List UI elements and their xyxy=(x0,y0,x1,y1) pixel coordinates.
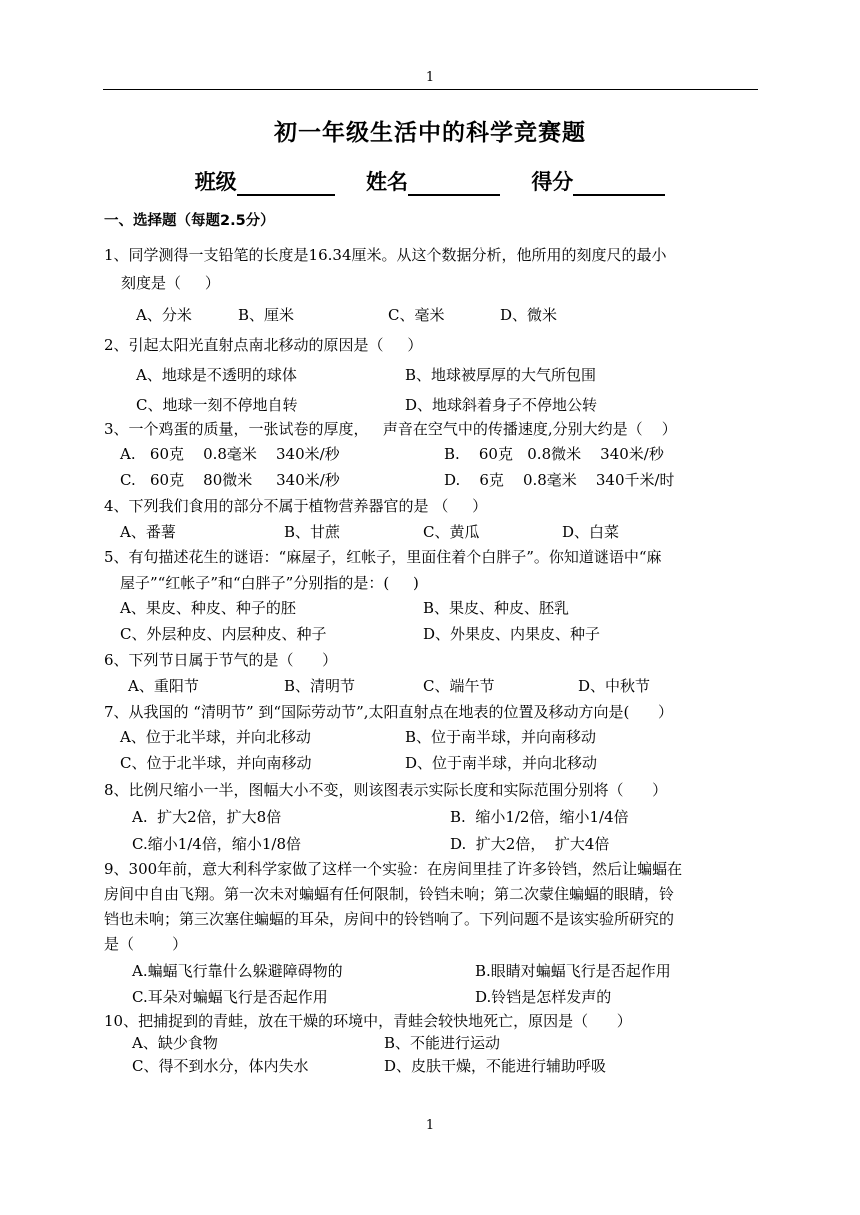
class-field[interactable] xyxy=(195,166,335,196)
q2-stem: 2、引起太阳光直射点南北移动的原因是（ ） xyxy=(104,336,423,354)
q7-stem: 7、从我国的 “清明节” 到“国际劳动节”,太阳直射点在地表的位置及移动方向是( ） xyxy=(104,703,673,721)
q9-option-a[interactable]: A.蝙蝠飞行靠什么躲避障碍物的 xyxy=(132,962,343,980)
q4-option-c[interactable]: C、黄瓜 xyxy=(423,523,480,541)
q7-option-c[interactable]: C、位于北半球，并向南移动 xyxy=(120,754,312,772)
exam-title: 初一年级生活中的科学竞赛题 xyxy=(274,120,586,146)
q9-stem-line3: 铛也未响；第三次塞住蝙蝠的耳朵，房间中的铃铛响了。下列问题不是该实验所研究的 xyxy=(104,910,675,928)
q3-option-d[interactable]: D. 6克 0.8毫米 340千米/时 xyxy=(444,471,675,489)
q1-stem-line2: 刻度是（ ） xyxy=(121,274,220,292)
q1-option-c[interactable]: C、毫米 xyxy=(388,306,445,324)
score-field[interactable] xyxy=(531,166,665,196)
q8-option-b[interactable]: B. 缩小1/2倍，缩小1/4倍 xyxy=(450,808,629,826)
q4-stem: 4、下列我们食用的部分不属于植物营养器官的是 （ ） xyxy=(104,497,488,515)
footer-page-number: 1 xyxy=(425,1118,435,1133)
class-blank[interactable] xyxy=(237,170,335,196)
q10-stem: 10、把捕捉到的青蛙，放在干燥的环境中，青蛙会较快地死亡，原因是（ ） xyxy=(104,1012,632,1030)
q2-option-c[interactable]: C、地球一刻不停地自转 xyxy=(136,396,298,414)
q9-option-d[interactable]: D.铃铛是怎样发声的 xyxy=(475,988,612,1006)
q6-option-a[interactable]: A、重阳节 xyxy=(128,677,199,695)
q7-option-b[interactable]: B、位于南半球，并向南移动 xyxy=(405,728,597,746)
q1-option-d[interactable]: D、微米 xyxy=(500,306,558,324)
q1-option-a[interactable]: A、分米 xyxy=(136,306,192,324)
q6-option-d[interactable]: D、中秋节 xyxy=(578,677,651,695)
q9-option-b[interactable]: B.眼睛对蝙蝠飞行是否起作用 xyxy=(475,962,671,980)
q7-option-d[interactable]: D、位于南半球，并向北移动 xyxy=(405,754,598,772)
header-page-number: 1 xyxy=(425,70,435,85)
q4-option-a[interactable]: A、番薯 xyxy=(120,523,176,541)
q9-stem-line1: 9、300年前，意大利科学家做了这样一个实验：在房间里挂了许多铃铛，然后让蝙蝠在 xyxy=(104,860,683,878)
q6-option-b[interactable]: B、清明节 xyxy=(284,677,356,695)
header-rule xyxy=(103,89,758,90)
q5-option-c[interactable]: C、外层种皮、内层种皮、种子 xyxy=(120,625,327,643)
name-blank[interactable] xyxy=(408,170,500,196)
q9-stem-line4: 是（ ） xyxy=(104,935,188,953)
q4-option-b[interactable]: B、甘蔗 xyxy=(284,523,341,541)
q5-stem-line2: 屋子”“红帐子”和“白胖子”分别指的是：( ) xyxy=(120,574,419,592)
q1-option-b[interactable]: B、厘米 xyxy=(238,306,295,324)
q6-stem: 6、下列节日属于节气的是（ ） xyxy=(104,651,338,669)
score-label: 得分 xyxy=(531,170,574,194)
q5-stem-line1: 5、有句描述花生的谜语：“麻屋子，红帐子，里面住着个白胖子”。你知道谜语中“麻 xyxy=(104,548,662,566)
q3-option-b[interactable]: B. 60克 0.8微米 340米/秒 xyxy=(444,445,664,463)
q8-option-a[interactable]: A. 扩大2倍，扩大8倍 xyxy=(132,808,282,826)
q3-option-a[interactable]: A. 60克 0.8毫米 340米/秒 xyxy=(120,445,340,463)
q3-option-c[interactable]: C. 60克 80微米 340米/秒 xyxy=(120,471,340,489)
q2-option-b[interactable]: B、地球被厚厚的大气所包围 xyxy=(405,366,597,384)
q6-option-c[interactable]: C、端午节 xyxy=(423,677,495,695)
q8-stem: 8、比例尺缩小一半，图幅大小不变，则该图表示实际长度和实际范围分别将（ ） xyxy=(104,781,668,799)
q8-option-c[interactable]: C.缩小1/4倍，缩小1/8倍 xyxy=(132,835,301,853)
q2-option-a[interactable]: A、地球是不透明的球体 xyxy=(136,366,297,384)
q10-option-d[interactable]: D、皮肤干燥，不能进行辅助呼吸 xyxy=(384,1057,607,1075)
student-info-fields xyxy=(0,166,860,196)
name-label: 姓名 xyxy=(366,170,408,194)
q7-option-a[interactable]: A、位于北半球，并向北移动 xyxy=(120,728,311,746)
score-blank[interactable] xyxy=(573,170,665,196)
section-title: 一、选择题（每题2.5分） xyxy=(104,213,275,229)
q5-option-b[interactable]: B、果皮、种皮、胚乳 xyxy=(423,599,570,617)
q10-option-a[interactable]: A、缺少食物 xyxy=(132,1034,218,1052)
q1-stem-line1: 1、同学测得一支铅笔的长度是16.34厘米。从这个数据分析，他所用的刻度尺的最小 xyxy=(104,246,667,264)
q3-stem: 3、一个鸡蛋的质量，一张试卷的厚度， 声音在空气中的传播速度,分别大约是（ ） xyxy=(104,420,677,438)
q10-option-c[interactable]: C、得不到水分，体内失水 xyxy=(132,1057,309,1075)
q9-option-c[interactable]: C.耳朵对蝙蝠飞行是否起作用 xyxy=(132,988,328,1006)
q5-option-d[interactable]: D、外果皮、内果皮、种子 xyxy=(423,625,601,643)
name-field[interactable] xyxy=(366,166,500,196)
q10-option-b[interactable]: B、不能进行运动 xyxy=(384,1034,501,1052)
class-label: 班级 xyxy=(194,170,237,194)
q9-stem-line2: 房间中自由飞翔。第一次未对蝙蝠有任何限制，铃铛未响；第二次蒙住蝙蝠的眼睛，铃 xyxy=(104,885,675,903)
q4-option-d[interactable]: D、白菜 xyxy=(562,523,620,541)
q2-option-d[interactable]: D、地球斜着身子不停地公转 xyxy=(405,396,598,414)
q5-option-a[interactable]: A、果皮、种皮、种子的胚 xyxy=(120,599,296,617)
q8-option-d[interactable]: D. 扩大2倍， 扩大4倍 xyxy=(450,835,610,853)
